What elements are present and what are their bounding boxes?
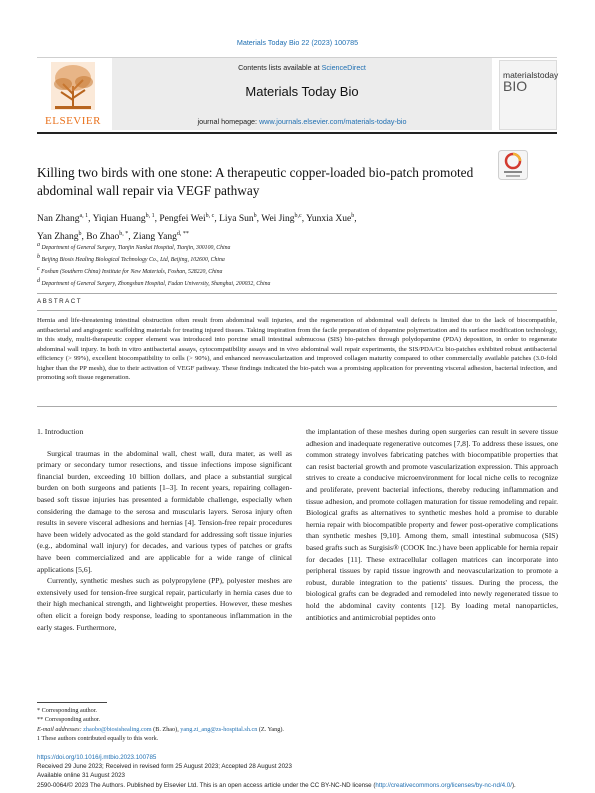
affiliation-list — [37, 241, 557, 290]
author[interactable]: Yiqian Huang$^{b, 1}$ — [92, 213, 155, 225]
publisher-wordmark: ELSEVIER — [45, 115, 101, 127]
body-paragraph: Surgical traumas in the abdominal wall, chest wall, dura mater, as well as primary or secondary tumor resections, and tissue infections impose significant financial burden, exceeding 10 billion dollars, and place a substantial surgical burden on both surgeons and patients [1–3]. In recent years, repairing collagen-based soft tissue injuries has presented a formidable challenge, especially when considering the damage to the serosa and muscularis layers. Serosa injury often results in severe visceral adhesions and hernias [4]. Tension-free repair procedures have been widely advocated as the gold standard for addressing soft tissue injuries (e.g., abdominal wall injury) for decades, and various types of patches or grafts have been commercialized and are applicable for a wide range of clinical applications [5,6]. — [37, 448, 292, 574]
author[interactable]: Wei Jing$^{b,c}$ — [261, 213, 302, 225]
check-for-updates-icon[interactable] — [498, 150, 528, 180]
author[interactable]: Liya Sun$^b$ — [219, 213, 257, 225]
footnote-rule — [37, 702, 107, 703]
body-paragraph: the implantation of these meshes during open surgeries can result in severe tissue adhesion and inadequate regenerative outcomes [7,8]. To address these issues, one common strategy involves fabricating patches with biocompatible properties that can resist bacterial growth and promote vascularization expression. This approach strives to create a conducive microenvironment for local niche cells to recognize and proliferate, prevent bacterial infections, thereby reducing inflammation and tissue adhesion, and promote collagen maturation for tissue remodeling and repair. Biological grafts as alternatives to synthetic meshes hold a promise to durable hernia repair with biocompatible property and fewer post-operative complications than synthetic meshes [9,10]. Among them, small intestinal submucosa (SIS) based grafts such as Surgisis® (COOK Inc.) have been applicable for hernia repair for decades [11]. These extracellular collagen matrices can incorporate into peripheral tissues by rapid tissue ingrowth and neovascularization to promote a robust, durable integration to the patients' tissues. During the process, the biological grafts can be degraded and remodeled into newly regenerated tissue to hold the abdominal cavity contents [12]. By loading metal nanoparticles, antibiotics and antimicrobial peptides onto — [306, 427, 558, 622]
contents-prefix: Contents lists available at — [238, 63, 322, 72]
corresponding-author-note-1: * Corresponding author. — [37, 707, 97, 714]
author[interactable]: Yan Zhang$^b$ — [37, 231, 82, 243]
author[interactable]: Pengfei Wei$^{b, c}$ — [159, 213, 215, 225]
journal-reference[interactable]: Materials Today Bio 22 (2023) 100785 — [236, 38, 359, 47]
journal-homepage-link[interactable]: www.journals.elsevier.com/materials-today-bio — [259, 117, 407, 126]
author-list: Nan Zhang$^{a, 1}$, Yiqian Huang$^{b, 1}$, Pengfei Wei$^{b, c}$, Liya Sun$^b$, Wei Jing$^{b,c}$, Yunxia Xue$^b$, Yan Zhang$^b$, Bo Zhao$^{b, *}$, Ziang Yang$^{d, **}$ — [37, 213, 357, 243]
body-right-column — [306, 426, 558, 623]
email-addresses: E-mail addresses: zhaobo@biosishealing.com (B. Zhao), yang.zi_ang@zs-hospital.sh.cn (Z. Yang). — [37, 725, 284, 733]
abstract-top-rule — [37, 293, 557, 294]
section-heading-introduction: 1. Introduction — [37, 427, 84, 436]
corresponding-author-note-2: ** Corresponding author. — [37, 716, 101, 724]
body-left-column — [37, 426, 292, 633]
affiliation: $^a$ Department of General Surgery, Tianjin Nankai Hospital, Tianjin, 300100, China — [37, 242, 231, 251]
article-title: Killing two birds with one stone: A therapeutic copper-loaded bio-patch promoted abdominal wall repair via VEGF pathway — [37, 165, 474, 198]
body-paragraph: Currently, synthetic meshes such as polypropylene (PP), polyester meshes are extensively used for tension-free surgical repair, particularly in hernia cases due to their high mechanical strength, and lightweight properties. However, these meshes often elicit a foreign body response, leading to spontaneous inflammation in the early stages. Furthermore, — [37, 576, 292, 632]
footnotes — [37, 706, 557, 744]
author[interactable]: Nan Zhang$^{a, 1}$ — [37, 213, 89, 225]
license-link[interactable]: http://creativecommons.org/licenses/by-nc-nd/4.0/ — [375, 781, 512, 789]
author[interactable]: Yunxia Xue$^b$ — [306, 213, 355, 225]
cover-title-line2: BIO — [503, 78, 528, 94]
affiliation: $^c$ Foshan (Southern China) Institute for New Materials, Foshan, 528220, China — [37, 266, 223, 276]
author[interactable]: Bo Zhao$^{b, *}$ — [86, 231, 129, 243]
affiliation: $^b$ Beijing Biosis Healing Biological Technology Co., Ltd, Beijing, 102600, China — [37, 254, 225, 264]
equal-contribution-note: 1 These authors contributed equally to this work. — [37, 735, 159, 743]
doi-link[interactable]: https://doi.org/10.1016/j.mtbio.2023.100785 — [37, 754, 157, 761]
abstract-heading: ABSTRACT — [37, 298, 83, 305]
affiliation: $^d$ Department of General Surgery, Zhongshan Hospital, Fudan University, Shanghai, 200032, China — [37, 278, 271, 288]
publication-info — [37, 753, 557, 790]
license-statement: 2590-0064/© 2023 The Authors. Published by Elsevier Ltd. This is an open access article under the CC BY-NC-ND license (http://creativecommons.org/licenses/by-nc-nd/4.0/). — [37, 781, 516, 789]
contents-available-line — [112, 63, 492, 72]
abstract-text: Hernia and life-threatening intestinal obstruction often result from abdominal wall injuries, and the regeneration of abdominal wall defects is limited due to the lack of biocompatible, antibacterial and angiogenic scaffolding materials for treating injured tissues. Taking inspiration from the facile preparation of dopamine polymerization and its surface modification technology, in this study, multi-therapeutic copper element was introduced into porcine small intestinal submucosa (SIS) bio-patches through polydopamine (PDA) deposition, in order to regenerate abdominal wall injury. In both in vitro antibacterial assays, cytocompatibility assays and in vivo abdominal wall repair experiments, the SIS/PDA/Cu bio-patches exhibited robust antibacterial efficiency (> 99%), excellent biocompatibility to cells (> 90%), and enhanced neovascularization and improved collagen maturity compared to other commercially available patches (3.0-fold higher than the PP mesh), due to their activation of VEGF pathway. These findings indicated the bio-patch was a promising application for preventing visceral adhesion, bacterial infection, and promoting soft tissue regeneration. — [37, 317, 557, 381]
author[interactable]: Ziang Yang$^{d, **}$ — [133, 231, 189, 243]
email-label: E-mail addresses: — [37, 725, 84, 733]
email-link-yang[interactable]: yang.zi_ang@zs-hospital.sh.cn — [180, 725, 258, 733]
journal-title: Materials Today Bio — [245, 84, 359, 99]
sciencedirect-link[interactable]: ScienceDirect — [321, 63, 366, 72]
received-dates: Received 29 June 2023; Received in revised form 25 August 2023; Accepted 28 August 2023 — [37, 763, 292, 771]
homepage-prefix: journal homepage: — [197, 117, 260, 126]
journal-homepage-line — [112, 117, 492, 126]
email-link-zhao[interactable]: zhaobo@biosishealing.com — [83, 725, 152, 733]
available-online-date: Available online 31 August 2023 — [37, 772, 125, 780]
cover-title-line1: materialstoday — [503, 70, 559, 80]
abstract-bottom-rule — [37, 406, 557, 407]
abstract-heading-rule — [37, 310, 557, 311]
header-bottom-rule — [37, 132, 557, 134]
